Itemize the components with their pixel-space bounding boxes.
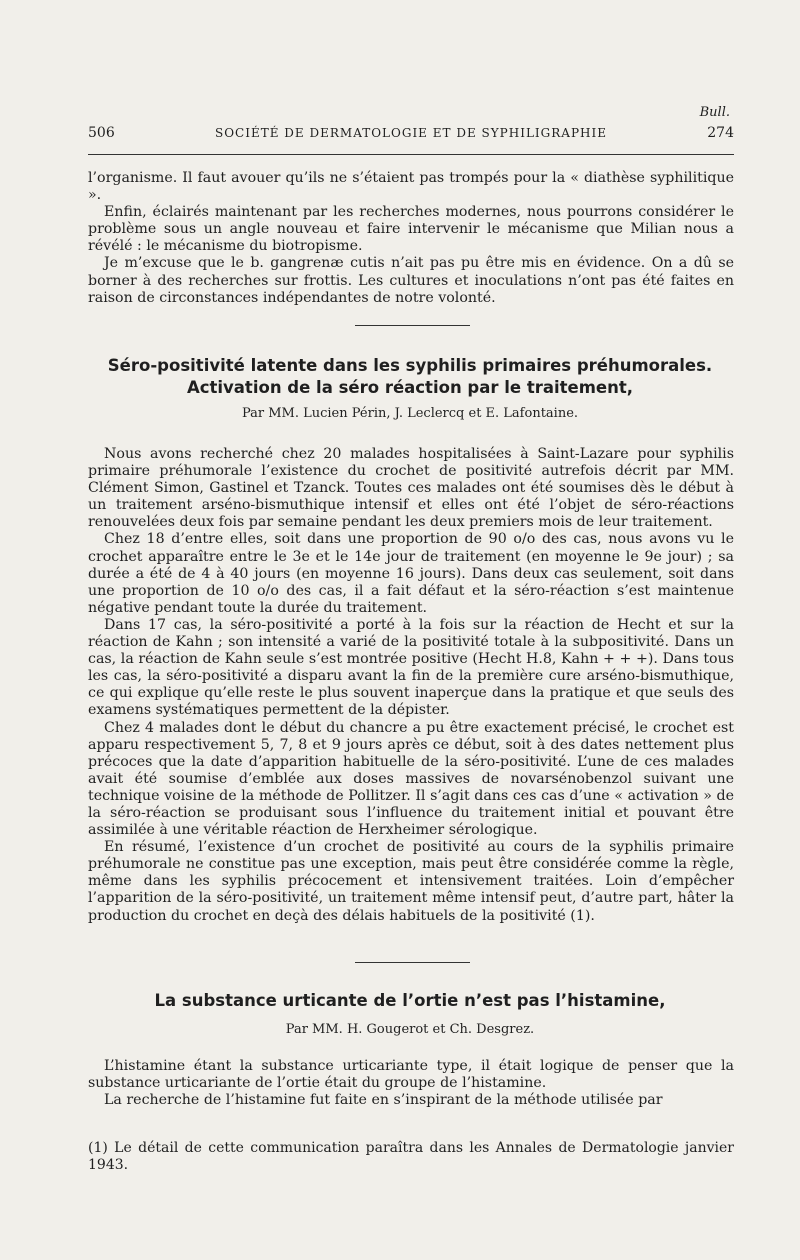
footnote: [88, 1140, 734, 1174]
right-page-number: 274: [707, 125, 734, 141]
running-title: SOCIÉTÉ DE DERMATOLOGIE ET DE SYPHILIGRAPHIE: [214, 126, 607, 140]
paragraph: La recherche de l’histamine fut faite en s’inspirant de la méthode utilisée par: [104, 1092, 663, 1109]
paragraph: Dans 17 cas, la séro-positivité a porté à la fois sur la réaction de Hecht et sur la réaction de Kahn ; son intensité a varié de la positivité totale à la subpositivité. Dans un cas, la réaction de Kahn seule s’est montrée positive (Hecht H.8, Kahn + + +). Dans tous les cas, la séro-positivité a disparu avant la fin de la première cure arséno-bismuthique, ce qui explique qu’elle reste le plus souvent inaperçue dans la pratique et que seuls des examens systématiques permettent de la dépister.: [88, 616, 734, 719]
left-page-number: 506: [88, 125, 115, 141]
paragraph: En résumé, l’existence d’un crochet de positivité au cours de la syphilis primaire préhumorale ne constitue pas une exception, mais peut être considérée comme la règle, même dans les syphilis précocement et intensivement traitées. Loin d’empêcher l’apparition de la séro-positivité, un traitement même intensif peut, d’autre part, hâter la production du crochet en deçà des délais habituels de la positivité (1).: [88, 839, 734, 924]
footnote-text: (1) Le détail de cette communication paraîtra dans les Annales de Dermatologie janvier 1943.: [88, 1140, 734, 1173]
header-rule: [88, 154, 734, 155]
article-title: [60, 355, 760, 399]
intro-text: [88, 170, 734, 307]
paragraph: Chez 18 d’entre elles, soit dans une proportion de 90 o/o des cas, nous avons vu le crochet apparaître entre le 3e et le 14e jour de traitement (en moyenne le 9e jour) ; sa durée a été de 4 à 40 jours (en moyenne 16 jours). Dans deux cas seulement, soit dans une proportion de 10 o/o des cas, il a fait défaut et la séro-réaction s’est maintenue négative pendant toute la durée du traitement.: [88, 531, 734, 616]
section-separator: [355, 962, 470, 963]
page-header: [88, 125, 734, 141]
paragraph: Nous avons recherché chez 20 malades hospitalisées à Saint-Lazare pour syphilis primaire préhumorale l’existence du crochet de positivité autrefois décrit par MM. Clément Simon, Gastinel et Tzanck. Toutes ces malades ont été soumises dès le début à un traitement arséno-bismuthique intensif et elles ont été l’objet de séro-réactions renouvelées deux fois par semaine pendant les deux premiers mois de leur traitement.: [88, 446, 734, 531]
article-body: [88, 446, 734, 925]
article-title: La substance urticante de l’ortie n’est pas l’histamine,: [154, 991, 666, 1010]
title-line: Séro-positivité latente dans les syphilis primaires préhumorales.: [107, 356, 713, 375]
article-byline: Par MM. H. Gougerot et Ch. Desgrez.: [285, 1022, 535, 1037]
title-line: Activation de la séro réaction par le traitement,: [186, 378, 634, 397]
paragraph: Chez 4 malades dont le début du chancre a pu être exactement précisé, le crochet est apparu respectivement 5, 7, 8 et 9 jours après ce début, soit à des dates nettement plus précoces que la date d’apparition habituelle de la séro-positivité. L’une de ces malades avait été soumise d’emblée aux doses massives de novarsénobenzol suivant une technique voisine de la méthode de Pollitzer. Il s’agit dans ces cas d’une « activation » de la séro-réaction se produisant sous l’influence du traitement initial et pouvant être assimilée à une véritable réaction de Herxheimer sérologique.: [88, 719, 734, 839]
paragraph: Je m’excuse que le b. gangrenæ cutis n’ait pas pu être mis en évidence. On a dû se borner à des recherches sur frottis. Les cultures et inoculations n’ont pas été faites en raison de circonstances indépendantes de notre volonté.: [88, 255, 734, 306]
paragraph: Enfin, éclairés maintenant par les recherches modernes, nous pourrons considérer le problème sous un angle nouveau et faire intervenir le mécanisme que Milian nous a révélé : le mécanisme du biotropisme.: [88, 204, 734, 255]
article-body: [88, 1058, 734, 1109]
paragraph: l’organisme. Il faut avouer qu’ils ne s’étaient pas trompés pour la « diathèse syphilitique ».: [88, 170, 734, 204]
section-separator: [355, 325, 470, 326]
bull-label: Bull.: [699, 105, 730, 120]
paragraph: L’histamine étant la substance urticariante type, il était logique de penser que la substance urticariante de l’ortie était du groupe de l’histamine.: [88, 1058, 734, 1092]
article-byline: Par MM. Lucien Périn, J. Leclercq et E. Lafontaine.: [241, 406, 579, 421]
